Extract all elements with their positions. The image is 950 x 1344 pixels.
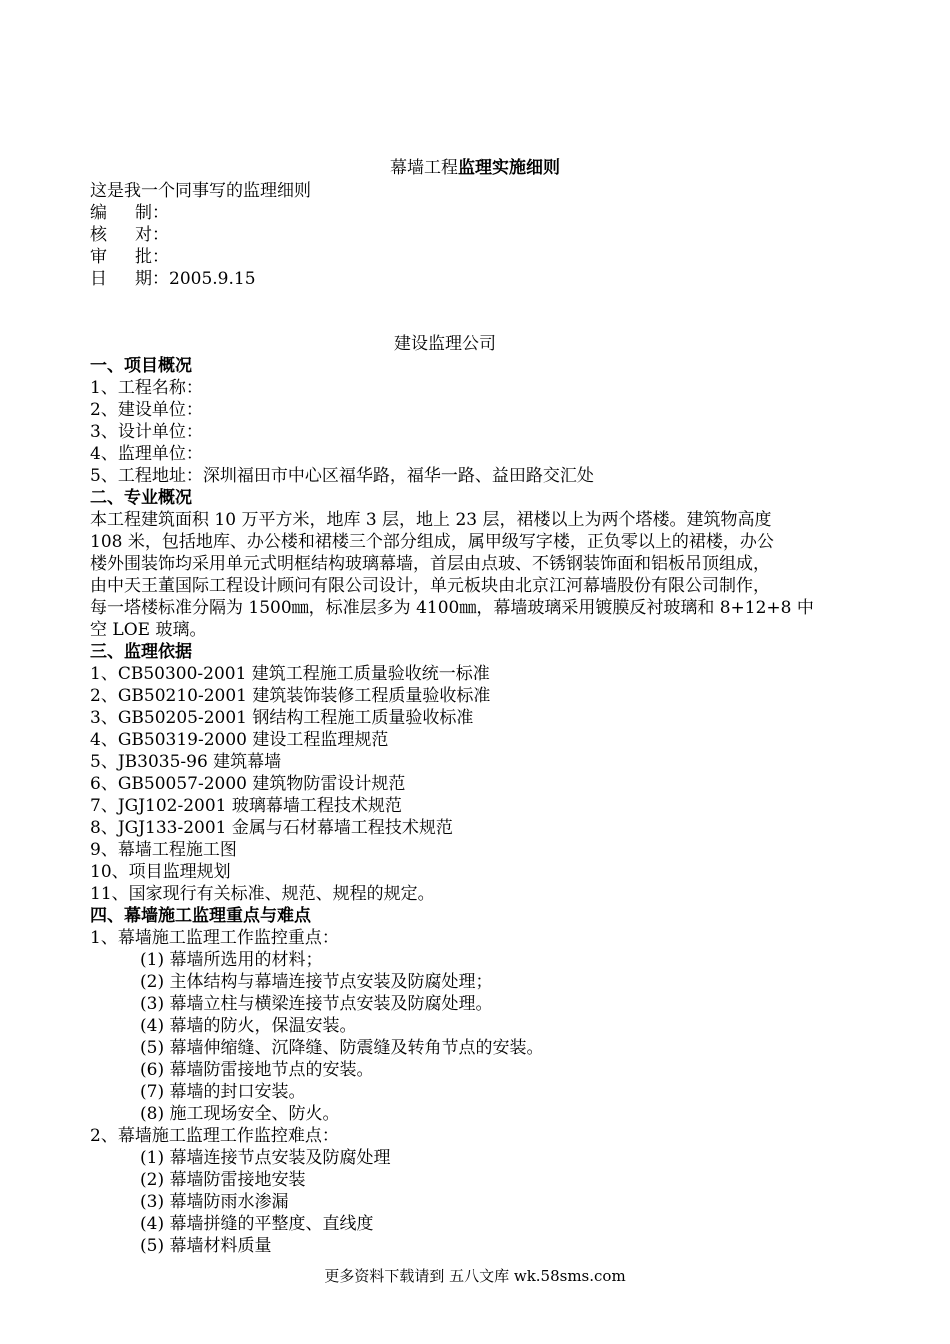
section2-heading: 二、专业概况 — [90, 488, 192, 508]
list-item: 4、GB50319-2000 建设工程监理规范 — [90, 730, 389, 750]
intro-line: 这是我一个同事写的监理细则 — [90, 181, 311, 201]
list-item: (4) 幕墙的防火，保温安装。 — [140, 1016, 357, 1036]
list-item: 1、工程名称： — [90, 378, 203, 398]
meta-checker: 核 对： — [90, 225, 169, 245]
paragraph-line: 每一塔楼标准分隔为 1500㎜，标准层多为 4100㎜，幕墙玻璃采用镀膜反衬玻璃和 8+12+8 中 — [90, 598, 814, 618]
list-item: 5、JB3035-96 建筑幕墙 — [90, 752, 282, 772]
list-item: (8) 施工现场安全、防火。 — [140, 1104, 340, 1124]
paragraph-line: 空 LOE 玻璃。 — [90, 620, 207, 640]
list-item: (7) 幕墙的封口安装。 — [140, 1082, 306, 1102]
section4-heading: 四、幕墙施工监理重点与难点 — [90, 906, 311, 926]
list-item: (2) 幕墙防雷接地安装 — [140, 1170, 306, 1190]
list-item: 3、GB50205-2001 钢结构工程施工质量验收标准 — [90, 708, 474, 728]
section3-heading: 三、监理依据 — [90, 642, 192, 662]
list-item: (3) 幕墙立柱与横梁连接节点安装及防腐处理。 — [140, 994, 493, 1014]
list-item: (1) 幕墙所选用的材料； — [140, 950, 323, 970]
list-item: 1、CB50300-2001 建筑工程施工质量验收统一标准 — [90, 664, 490, 684]
list-item: 11、国家现行有关标准、规范、规程的规定。 — [90, 884, 435, 904]
list-item: (2) 主体结构与幕墙连接节点安装及防腐处理； — [140, 972, 493, 992]
list-item: (5) 幕墙伸缩缝、沉降缝、防震缝及转角节点的安装。 — [140, 1038, 544, 1058]
list-item: 5、工程地址：深圳福田市中心区福华路，福华一路、益田路交汇处 — [90, 466, 594, 486]
list-item: 6、GB50057-2000 建筑物防雷设计规范 — [90, 774, 406, 794]
paragraph-line: 108 米，包括地库、办公楼和裙楼三个部分组成，属甲级写字楼，正负零以上的裙楼，办公 — [90, 532, 774, 552]
document-title: 幕墙工程监理实施细则 — [390, 158, 560, 178]
list-item: 9、幕墙工程施工图 — [90, 840, 237, 860]
list-item: 2、GB50210-2001 建筑装饰装修工程质量验收标准 — [90, 686, 491, 706]
list-item: 7、JGJ102-2001 玻璃幕墙工程技术规范 — [90, 796, 402, 816]
list-item: (4) 幕墙拼缝的平整度、直线度 — [140, 1214, 374, 1234]
list-item: 8、JGJ133-2001 金属与石材幕墙工程技术规范 — [90, 818, 453, 838]
meta-approver: 审 批： — [90, 247, 169, 267]
focus-title: 1、幕墙施工监理工作监控重点： — [90, 928, 339, 948]
list-item: (5) 幕墙材料质量 — [140, 1236, 272, 1256]
footer-note: 更多资料下载请到 五八文库 wk.58sms.com — [324, 1267, 626, 1285]
list-item: (6) 幕墙防雷接地节点的安装。 — [140, 1060, 374, 1080]
list-item: 3、设计单位： — [90, 422, 203, 442]
paragraph-line: 由中天王董国际工程设计顾问有限公司设计，单元板块由北京江河幕墙股份有限公司制作， — [90, 576, 770, 596]
company-name: 建设监理公司 — [394, 334, 496, 354]
list-item: (1) 幕墙连接节点安装及防腐处理 — [140, 1148, 391, 1168]
section1-heading: 一、项目概况 — [90, 356, 192, 376]
paragraph-line: 本工程建筑面积 10 万平方米，地库 3 层，地上 23 层，裙楼以上为两个塔楼。建筑物高度 — [90, 510, 772, 530]
list-item: 2、建设单位： — [90, 400, 203, 420]
meta-compiler: 编 制： — [90, 203, 169, 223]
list-item: 4、监理单位： — [90, 444, 203, 464]
meta-date: 日 期：2005.9.15 — [90, 269, 256, 289]
list-item: 10、项目监理规划 — [90, 862, 231, 882]
difficulty-title: 2、幕墙施工监理工作监控难点： — [90, 1126, 339, 1146]
list-item: (3) 幕墙防雨水渗漏 — [140, 1192, 289, 1212]
paragraph-line: 楼外围装饰均采用单元式明框结构玻璃幕墙，首层由点玻、不锈钢装饰面和铝板吊顶组成， — [90, 554, 770, 574]
